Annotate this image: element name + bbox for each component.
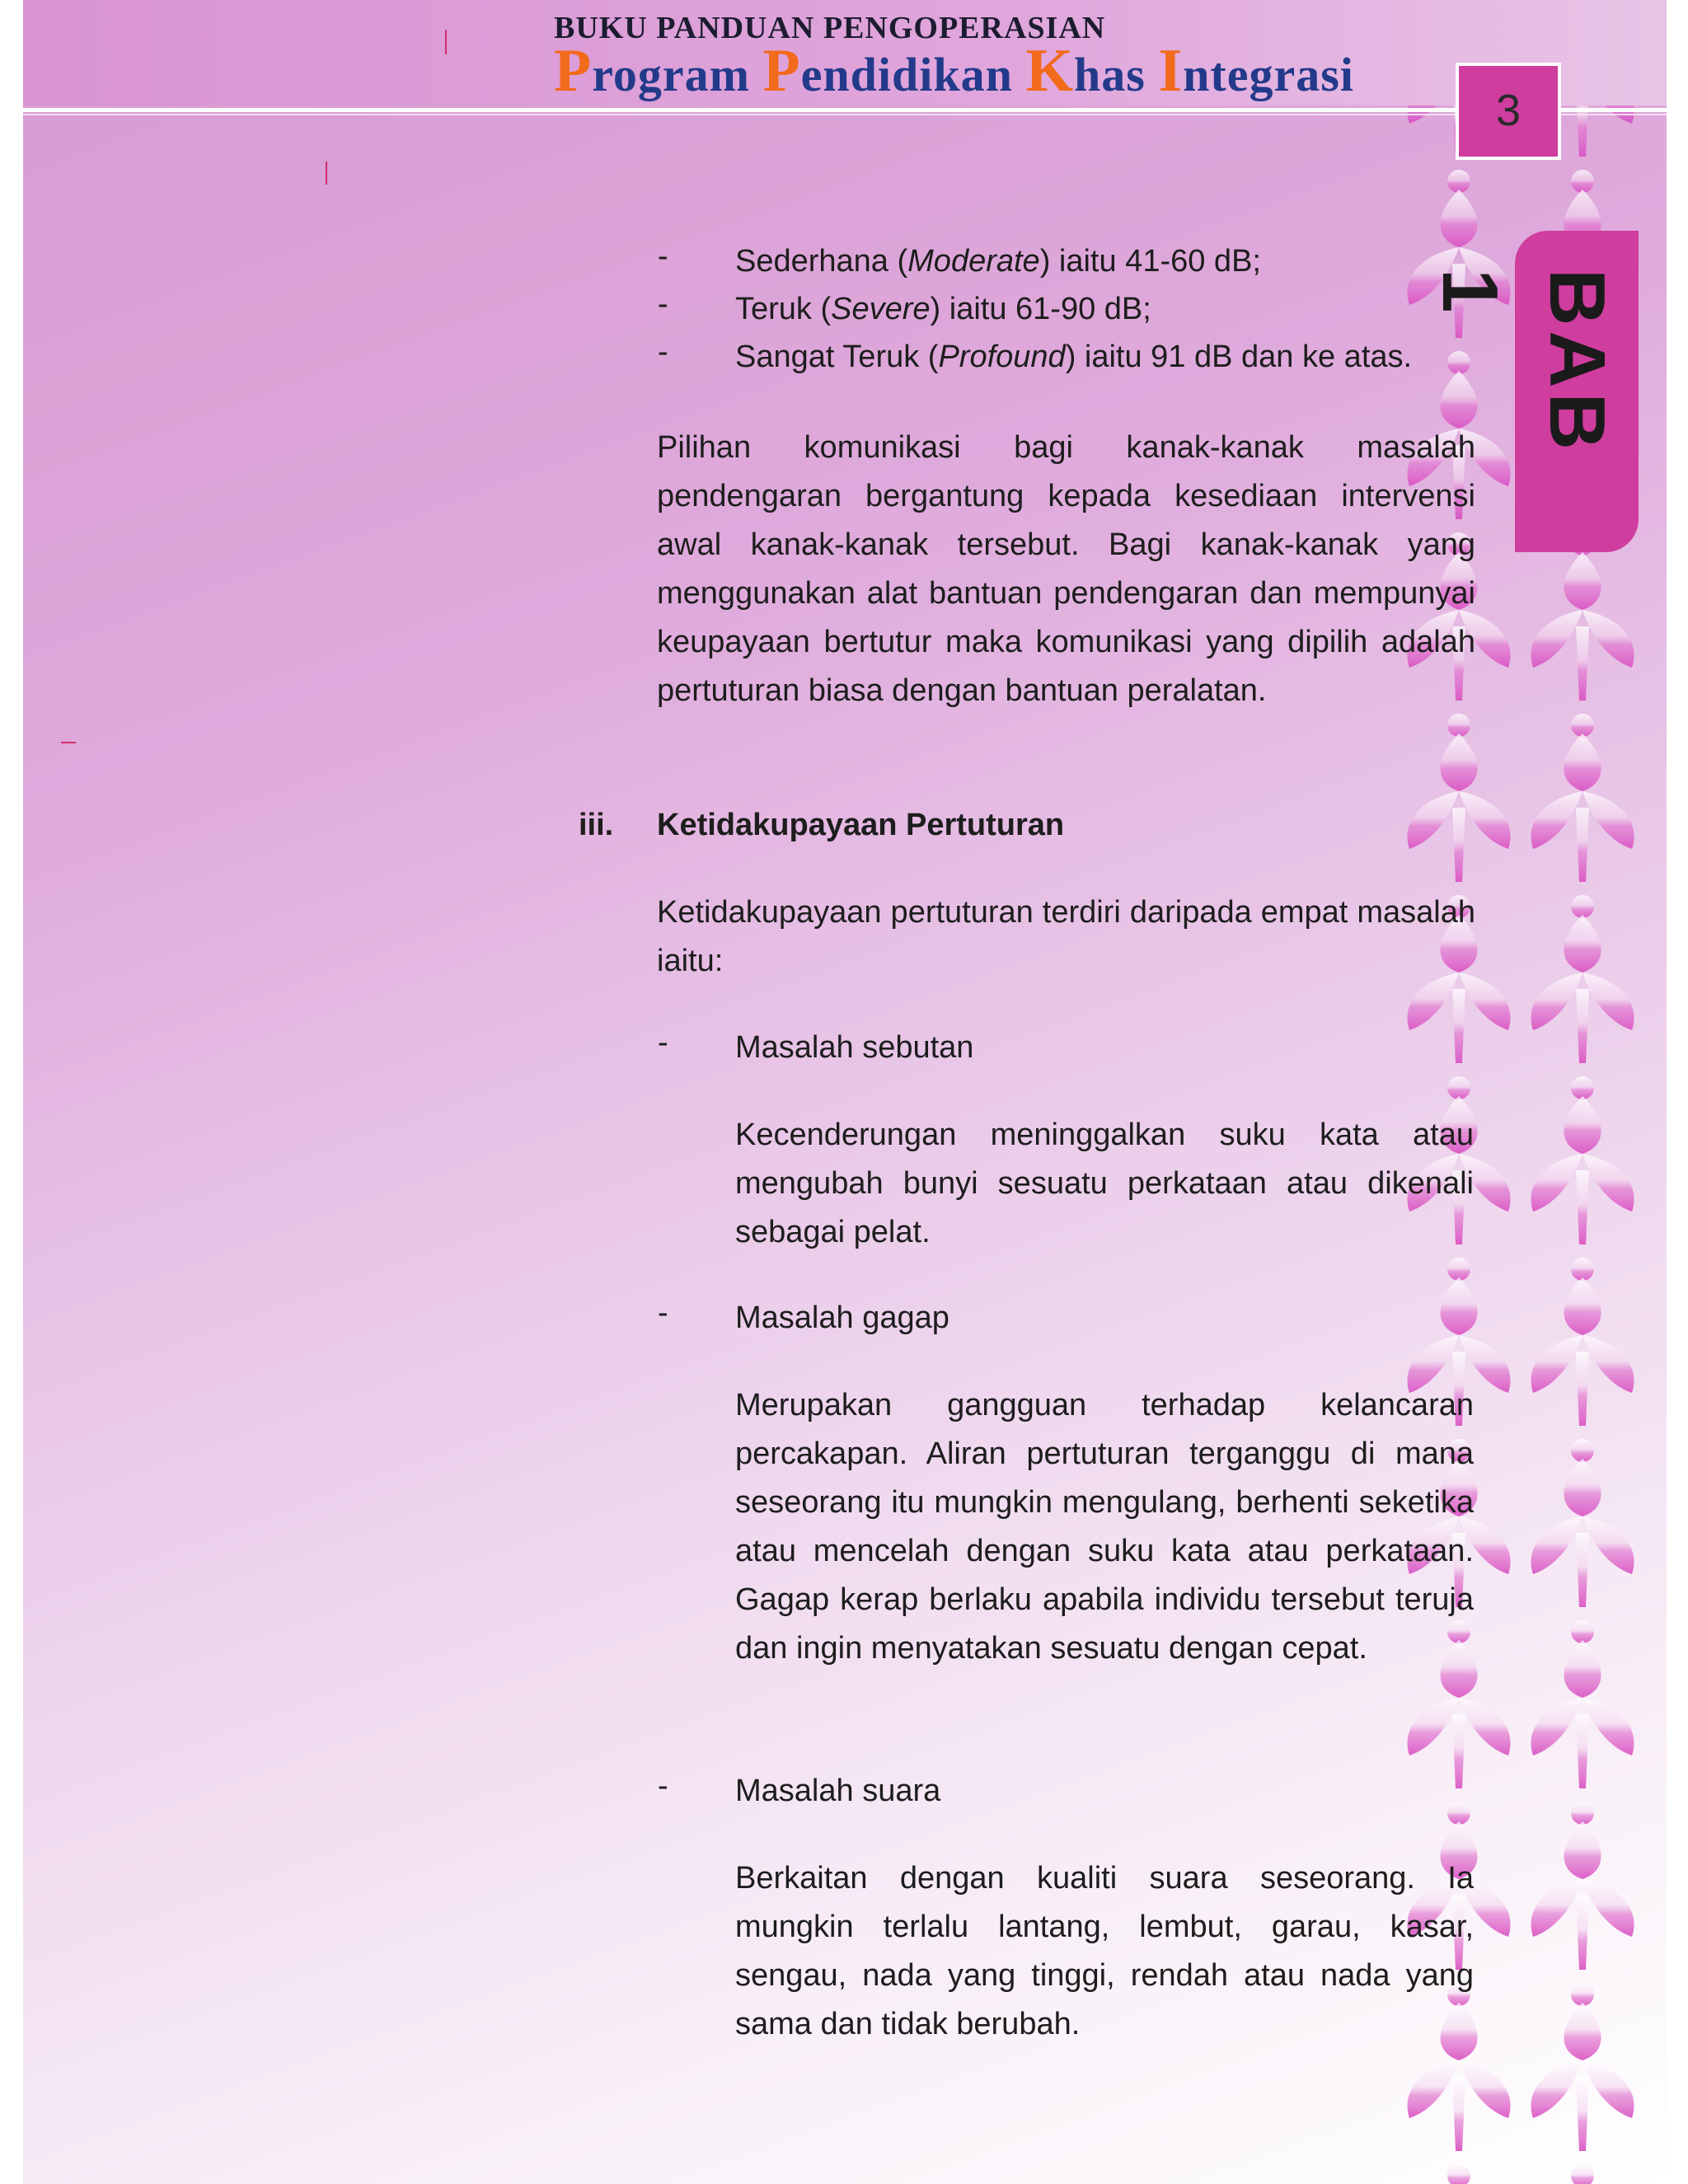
chapter-tab-label: BAB 1	[1426, 269, 1621, 455]
list-item: Teruk (Severe) iaitu 61-90 dB;	[735, 292, 1151, 326]
program-title	[554, 36, 1354, 106]
ornament-petal	[1582, 1516, 1634, 1574]
ornament-petal	[1408, 791, 1460, 849]
title-word: Integrasi	[1158, 37, 1354, 105]
ornament-petal	[1408, 2060, 1460, 2118]
problem-title: Masalah gagap	[735, 1301, 950, 1335]
ornament-petal	[1531, 1698, 1583, 1755]
title-word: Pendidikan	[762, 37, 1013, 105]
list-item: Sangat Teruk (Profound) iaitu 91 dB dan ke atas.	[735, 340, 1413, 374]
ornament-petal	[1452, 2077, 1465, 2151]
title-word: Program	[554, 37, 750, 105]
ornament-dot	[1447, 170, 1470, 193]
ornament-petal	[1459, 791, 1511, 849]
ornament-petal	[1582, 791, 1634, 849]
list-dash: -	[658, 335, 668, 369]
section-heading: Ketidakupayaan Pertuturan	[657, 808, 1065, 842]
problem-title: Masalah sebutan	[735, 1030, 974, 1065]
problem-title: Masalah suara	[735, 1774, 941, 1808]
ornament-petal	[1576, 1714, 1589, 1788]
ornament-dot	[1571, 895, 1594, 918]
ornament-petal	[1564, 915, 1601, 972]
ornament-petal	[1452, 1714, 1465, 1788]
ornament-dot	[1571, 1439, 1594, 1462]
ornament-petal	[1564, 552, 1601, 610]
ornament-dot	[1571, 1620, 1594, 1643]
ornament-petal	[1564, 1459, 1601, 1516]
ornament-petal	[1576, 626, 1589, 701]
crop-mark	[326, 162, 327, 185]
ornament-petal	[1576, 1896, 1589, 1970]
ornament-petal	[1576, 1352, 1589, 1426]
page-number: 3	[1456, 63, 1561, 160]
list-dash: -	[658, 239, 668, 274]
ornament-petal	[1531, 2060, 1583, 2118]
ornament-petal	[1582, 2060, 1634, 2118]
problem-description: Berkaitan dengan kualiti suara seseorang. Ia mungkin terlalu lantang, lembut, garau, kasar, sengau, nada yang tinggi, rendah atau nada yang sama dan tidak berubah.	[735, 1861, 1474, 2041]
ornament-dot	[1571, 2164, 1594, 2184]
ornament-petal	[1564, 1277, 1601, 1335]
list-dash: -	[658, 1296, 668, 1330]
section-number: iii.	[579, 808, 614, 842]
ornament-petal	[1441, 1277, 1478, 1335]
ornament-petal	[1459, 2060, 1511, 2118]
ornament-dot	[1447, 714, 1470, 737]
ornament-petal	[1564, 2003, 1601, 2060]
ornament-petal	[1564, 1096, 1601, 1154]
ornament-petal	[1531, 1516, 1583, 1574]
ornament-dot	[1447, 1258, 1470, 1281]
crop-mark	[445, 30, 447, 54]
ornament-dot	[1571, 1802, 1594, 1825]
ornament-petal	[1408, 1698, 1460, 1755]
list-dash: -	[658, 287, 668, 321]
ornament-petal	[1452, 808, 1465, 882]
ornament-dot	[1571, 714, 1594, 737]
ornament-petal	[1441, 190, 1478, 247]
ornament-petal	[1576, 808, 1589, 882]
list-dash: -	[658, 1769, 668, 1803]
ornament-petal	[1576, 1170, 1589, 1244]
ornament-dot	[1571, 1258, 1594, 1281]
ornament-petal	[1582, 1879, 1634, 1937]
ornament-petal	[1441, 371, 1478, 429]
ornament-dot	[1447, 1076, 1470, 1099]
book-subtitle: BUKU PANDUAN PENGOPERASIAN	[554, 11, 1106, 45]
ornament-dot	[1447, 351, 1470, 374]
ornament-dot	[1571, 1076, 1594, 1099]
problem-description: Merupakan gangguan terhadap kelancaran percakapan. Aliran pertuturan terganggu di mana seseorang itu mungkin mengulang, berhenti seketika atau mencelah dengan suku kata atau perkataan. Gagap kerap berlaku apabila individu tersebut teruja dan ingin menyatakan sesuatu dengan cepat.	[735, 1388, 1474, 1666]
problem-description: Kecenderungan meninggalkan suku kata atau mengubah bunyi sesuatu perkataan atau dikenali sebagai pelat.	[735, 1118, 1474, 1249]
ornament-petal	[1582, 1335, 1634, 1393]
ornament-dot	[1447, 1802, 1470, 1825]
list-item: Sederhana (Moderate) iaitu 41-60 dB;	[735, 244, 1261, 279]
ornament-dot	[1571, 1983, 1594, 2006]
ornament-petal	[1452, 989, 1465, 1063]
ornament-petal	[1564, 1821, 1601, 1879]
ornament-petal	[1576, 2077, 1589, 2151]
ornament-petal	[1582, 1698, 1634, 1755]
ornament-petal	[1531, 1154, 1583, 1212]
header-divider-shadow	[23, 114, 1667, 115]
section-intro: Ketidakupayaan pertuturan terdiri daripada empat masalah iaitu:	[657, 895, 1475, 978]
ornament-petal	[1576, 1533, 1589, 1607]
ornament-dot	[1447, 2164, 1470, 2184]
ornament-petal	[1531, 972, 1583, 1030]
ornament-petal	[1582, 1154, 1634, 1212]
ornament-petal	[1531, 791, 1583, 849]
ornament-petal	[1576, 989, 1589, 1063]
header-divider	[23, 108, 1667, 112]
ornament-petal	[1441, 733, 1478, 791]
ornament-petal	[1564, 1640, 1601, 1698]
ornament-petal	[1531, 1335, 1583, 1393]
ornament-petal	[1531, 610, 1583, 668]
ornament-dot	[1571, 170, 1594, 193]
ornament-petal	[1582, 610, 1634, 668]
ornament-petal	[1564, 733, 1601, 791]
list-dash: -	[658, 1025, 668, 1060]
ornament-petal	[1459, 1698, 1511, 1755]
crop-mark	[61, 742, 76, 743]
communication-paragraph: Pilihan komunikasi bagi kanak-kanak masalah pendengaran bergantung kepada kesediaan intervensi awal kanak-kanak tersebut. Bagi kanak-kanak yang menggunakan alat bantuan pendengaran dan mempunyai keupayaan bertutur maka komunikasi yang dipilih adalah pertuturan biasa dengan bantuan peralatan.	[657, 430, 1475, 708]
ornament-petal	[1582, 972, 1634, 1030]
title-word: Khas	[1025, 37, 1146, 105]
ornament-petal	[1531, 1879, 1583, 1937]
